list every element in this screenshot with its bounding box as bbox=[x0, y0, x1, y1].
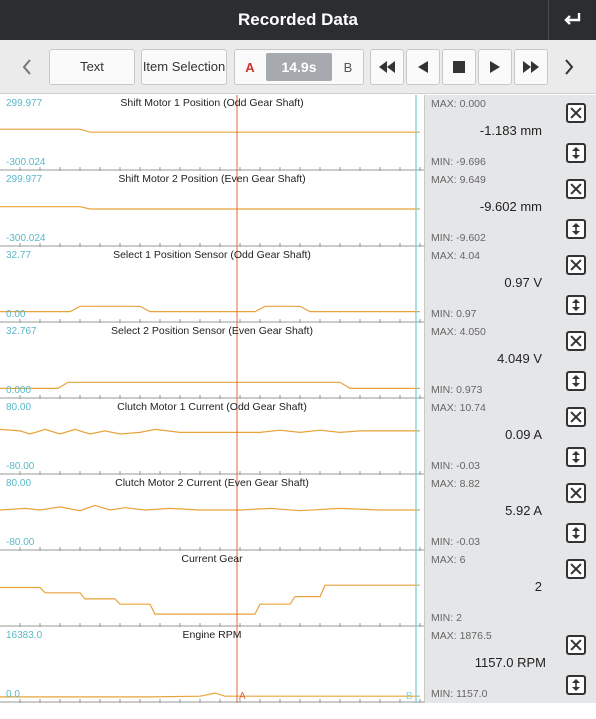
stream-min: MIN: 0.973 bbox=[431, 384, 483, 396]
graph-plot[interactable] bbox=[0, 171, 424, 247]
stream-value: -1.183 mm bbox=[479, 123, 542, 138]
up-down-arrow-icon bbox=[570, 450, 582, 464]
next-page-button[interactable] bbox=[554, 49, 584, 85]
data-stream-row bbox=[0, 95, 596, 171]
up-down-arrow-icon bbox=[570, 374, 582, 388]
scale-toggle-button[interactable] bbox=[566, 371, 586, 391]
stream-title: Clutch Motor 2 Current (Even Gear Shaft) bbox=[115, 477, 309, 489]
stream-min: MIN: -0.03 bbox=[431, 536, 481, 548]
y-axis-max: 32.77 bbox=[6, 250, 32, 261]
stream-max: MAX: 9.649 bbox=[431, 174, 486, 186]
y-axis-max: 299.977 bbox=[6, 174, 43, 185]
y-axis-min: -300.024 bbox=[6, 233, 46, 244]
stream-info-panel bbox=[424, 399, 596, 475]
stream-title: Current Gear bbox=[181, 553, 243, 565]
fast-forward-button[interactable] bbox=[514, 49, 548, 85]
graph-plot[interactable] bbox=[0, 95, 424, 171]
previous-page-button[interactable] bbox=[12, 49, 42, 85]
graph-trace bbox=[0, 585, 420, 614]
stream-max: MAX: 8.82 bbox=[431, 478, 481, 490]
marker-b-button[interactable]: B bbox=[343, 59, 353, 75]
title-bar bbox=[0, 0, 596, 40]
marker-time: 14.9s bbox=[266, 53, 332, 81]
return-arrow-icon bbox=[563, 11, 583, 29]
stream-value: 4.049 V bbox=[497, 351, 542, 366]
graph-trace bbox=[0, 382, 420, 388]
graph-trace bbox=[0, 207, 420, 209]
data-stream-row bbox=[0, 323, 596, 399]
graph-trace bbox=[0, 129, 420, 132]
stream-value: 1157.0 RPM bbox=[474, 655, 546, 670]
stream-max: MAX: 1876.5 bbox=[431, 630, 492, 642]
fast-rewind-icon bbox=[377, 60, 397, 74]
stream-value: 0.09 A bbox=[505, 427, 542, 442]
y-axis-max: 299.977 bbox=[6, 98, 43, 109]
y-axis-max: 32.767 bbox=[6, 326, 37, 337]
up-down-arrow-icon bbox=[570, 222, 582, 236]
stream-info-panel bbox=[424, 475, 596, 551]
graph-trace bbox=[0, 429, 420, 434]
scale-toggle-button[interactable] bbox=[566, 675, 586, 695]
stream-info-panel bbox=[424, 171, 596, 247]
stream-min: MIN: -9.696 bbox=[431, 156, 486, 168]
play-reverse-icon bbox=[416, 60, 430, 74]
close-stream-button[interactable] bbox=[566, 407, 586, 427]
graph-trace bbox=[0, 693, 420, 697]
rewind-button[interactable] bbox=[370, 49, 404, 85]
fast-forward-icon bbox=[521, 60, 541, 74]
data-stream-row bbox=[0, 475, 596, 551]
scale-toggle-button[interactable] bbox=[566, 447, 586, 467]
scale-toggle-button[interactable] bbox=[566, 143, 586, 163]
close-stream-button[interactable] bbox=[566, 331, 586, 351]
graph-plot[interactable] bbox=[0, 247, 424, 323]
stream-info-panel bbox=[424, 95, 596, 171]
stream-title: Select 2 Position Sensor (Even Gear Shaft) bbox=[111, 325, 313, 337]
y-axis-min: -80.00 bbox=[6, 537, 35, 548]
close-stream-button[interactable] bbox=[566, 103, 586, 123]
up-down-arrow-icon bbox=[570, 526, 582, 540]
cursor-a-label: A bbox=[239, 691, 246, 702]
stream-title: Select 1 Position Sensor (Odd Gear Shaft) bbox=[113, 249, 311, 261]
data-stream-row bbox=[0, 551, 596, 627]
marker-a-button[interactable]: A bbox=[245, 59, 255, 75]
stream-title: Shift Motor 2 Position (Even Gear Shaft) bbox=[118, 173, 306, 185]
graph-plot[interactable] bbox=[0, 399, 424, 475]
stream-value: 0.97 V bbox=[504, 275, 542, 290]
stream-max: MAX: 4.050 bbox=[431, 326, 486, 338]
stream-info-panel bbox=[424, 247, 596, 323]
stream-title: Shift Motor 1 Position (Odd Gear Shaft) bbox=[120, 97, 304, 109]
cursor-b-label: B bbox=[406, 691, 413, 702]
close-stream-button[interactable] bbox=[566, 483, 586, 503]
toolbar bbox=[0, 40, 596, 94]
stop-icon bbox=[453, 61, 465, 73]
close-stream-button[interactable] bbox=[566, 255, 586, 275]
play-icon bbox=[488, 60, 502, 74]
stream-min: MIN: 2 bbox=[431, 612, 462, 624]
up-down-arrow-icon bbox=[570, 298, 582, 312]
chevron-left-icon bbox=[21, 58, 33, 76]
y-axis-max: 80.00 bbox=[6, 402, 32, 413]
stream-max: MAX: 4.04 bbox=[431, 250, 481, 262]
scale-toggle-button[interactable] bbox=[566, 219, 586, 239]
stream-value: 2 bbox=[534, 579, 542, 594]
play-button[interactable] bbox=[478, 49, 512, 85]
up-down-arrow-icon bbox=[570, 678, 582, 692]
stream-info-panel bbox=[424, 323, 596, 399]
y-axis-min: 0.000 bbox=[6, 385, 32, 396]
close-stream-button[interactable] bbox=[566, 559, 586, 579]
stream-max: MAX: 6 bbox=[431, 554, 466, 566]
data-stream-row bbox=[0, 399, 596, 475]
y-axis-max: 16383.0 bbox=[6, 630, 43, 641]
stream-min: MIN: 1157.0 bbox=[431, 688, 488, 700]
stream-value: 5.92 A bbox=[505, 503, 542, 518]
y-axis-min: 0.0 bbox=[6, 689, 20, 700]
graph-plot[interactable] bbox=[0, 475, 424, 551]
graph-plot[interactable] bbox=[0, 551, 424, 627]
scale-toggle-button[interactable] bbox=[566, 295, 586, 315]
stop-button[interactable] bbox=[442, 49, 476, 85]
data-stream-row bbox=[0, 247, 596, 323]
step-back-button[interactable] bbox=[406, 49, 440, 85]
data-stream-row bbox=[0, 171, 596, 247]
data-stream-row bbox=[0, 627, 596, 703]
stream-info-panel bbox=[424, 627, 596, 703]
stream-max: MAX: 10.74 bbox=[431, 402, 486, 414]
graph-trace bbox=[0, 505, 420, 510]
stream-min: MIN: -9.602 bbox=[431, 232, 486, 244]
y-axis-min: -80.00 bbox=[6, 461, 35, 472]
scale-toggle-button[interactable] bbox=[566, 523, 586, 543]
stream-min: MIN: 0.97 bbox=[431, 308, 477, 320]
stream-min: MIN: -0.03 bbox=[431, 460, 481, 472]
text-button[interactable]: Text bbox=[49, 49, 135, 85]
up-down-arrow-icon bbox=[570, 146, 582, 160]
y-axis-min: -300.024 bbox=[6, 157, 46, 168]
page-title: Recorded Data bbox=[238, 10, 358, 29]
stream-max: MAX: 0.000 bbox=[431, 98, 486, 110]
close-stream-button[interactable] bbox=[566, 179, 586, 199]
stream-info-panel bbox=[424, 551, 596, 627]
graph-trace bbox=[0, 306, 420, 311]
stream-value: -9.602 mm bbox=[479, 199, 542, 214]
graph-plot[interactable] bbox=[0, 323, 424, 399]
y-axis-max: 80.00 bbox=[6, 478, 32, 489]
y-axis-min: 0.00 bbox=[6, 309, 26, 320]
back-button[interactable] bbox=[548, 0, 596, 40]
item-selection-button[interactable]: Item Selection bbox=[141, 49, 227, 85]
close-stream-button[interactable] bbox=[566, 635, 586, 655]
ab-marker-control bbox=[234, 49, 364, 85]
chevron-right-icon bbox=[563, 58, 575, 76]
stream-title: Clutch Motor 1 Current (Odd Gear Shaft) bbox=[117, 401, 307, 413]
data-stream-list bbox=[0, 95, 596, 703]
stream-title: Engine RPM bbox=[182, 629, 242, 641]
graph-plot[interactable] bbox=[0, 627, 424, 703]
